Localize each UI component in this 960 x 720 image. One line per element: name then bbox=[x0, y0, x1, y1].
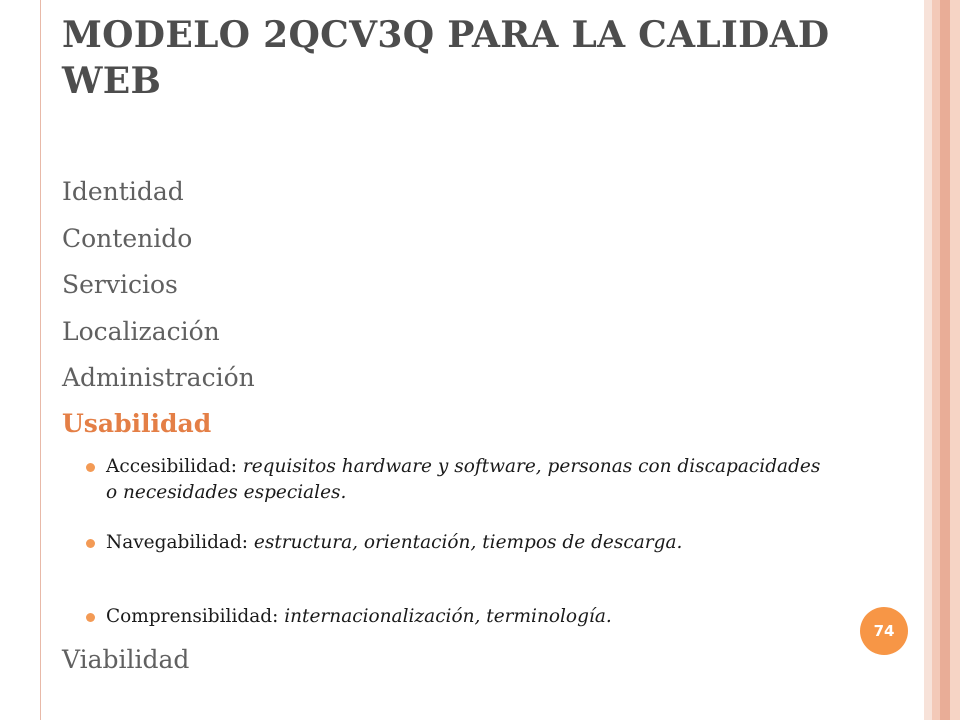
slide-title: MODELO 2QCV3Q PARA LA CALIDAD WEB bbox=[62, 14, 830, 102]
item-servicios: Servicios bbox=[62, 270, 178, 299]
frame-stripe bbox=[932, 0, 940, 720]
page-number-badge: 74 bbox=[860, 607, 908, 655]
sub-item-comprensibilidad bbox=[106, 604, 826, 630]
bullet-icon bbox=[86, 539, 95, 548]
bullet-icon bbox=[86, 613, 95, 622]
frame-stripe bbox=[924, 0, 932, 720]
sub-item-label: Comprensibilidad: bbox=[106, 606, 285, 627]
sub-item-description: requisitos hardware y software, personas con discapacidades o necesidades especiales. bbox=[106, 456, 821, 503]
item-identidad: Identidad bbox=[62, 177, 184, 206]
frame-stripe bbox=[940, 0, 950, 720]
sub-item-label: Navegabilidad: bbox=[106, 532, 254, 553]
sub-item-label: Accesibilidad: bbox=[106, 456, 243, 477]
sub-item-description: estructura, orientación, tiempos de descarga. bbox=[253, 532, 683, 553]
item-contenido: Contenido bbox=[62, 224, 193, 253]
sub-item-accesibilidad bbox=[106, 454, 826, 506]
item-administracion: Administración bbox=[62, 363, 255, 392]
sub-item-description: internacionalización, terminología. bbox=[284, 606, 612, 627]
item-viabilidad: Viabilidad bbox=[62, 645, 190, 674]
left-border-line bbox=[40, 0, 41, 720]
frame-stripe bbox=[950, 0, 960, 720]
bullet-icon bbox=[86, 463, 95, 472]
item-localizacion: Localización bbox=[62, 317, 220, 346]
sub-item-navegabilidad bbox=[106, 530, 826, 556]
decorative-frame bbox=[924, 0, 960, 720]
item-usabilidad: Usabilidad bbox=[62, 409, 212, 438]
